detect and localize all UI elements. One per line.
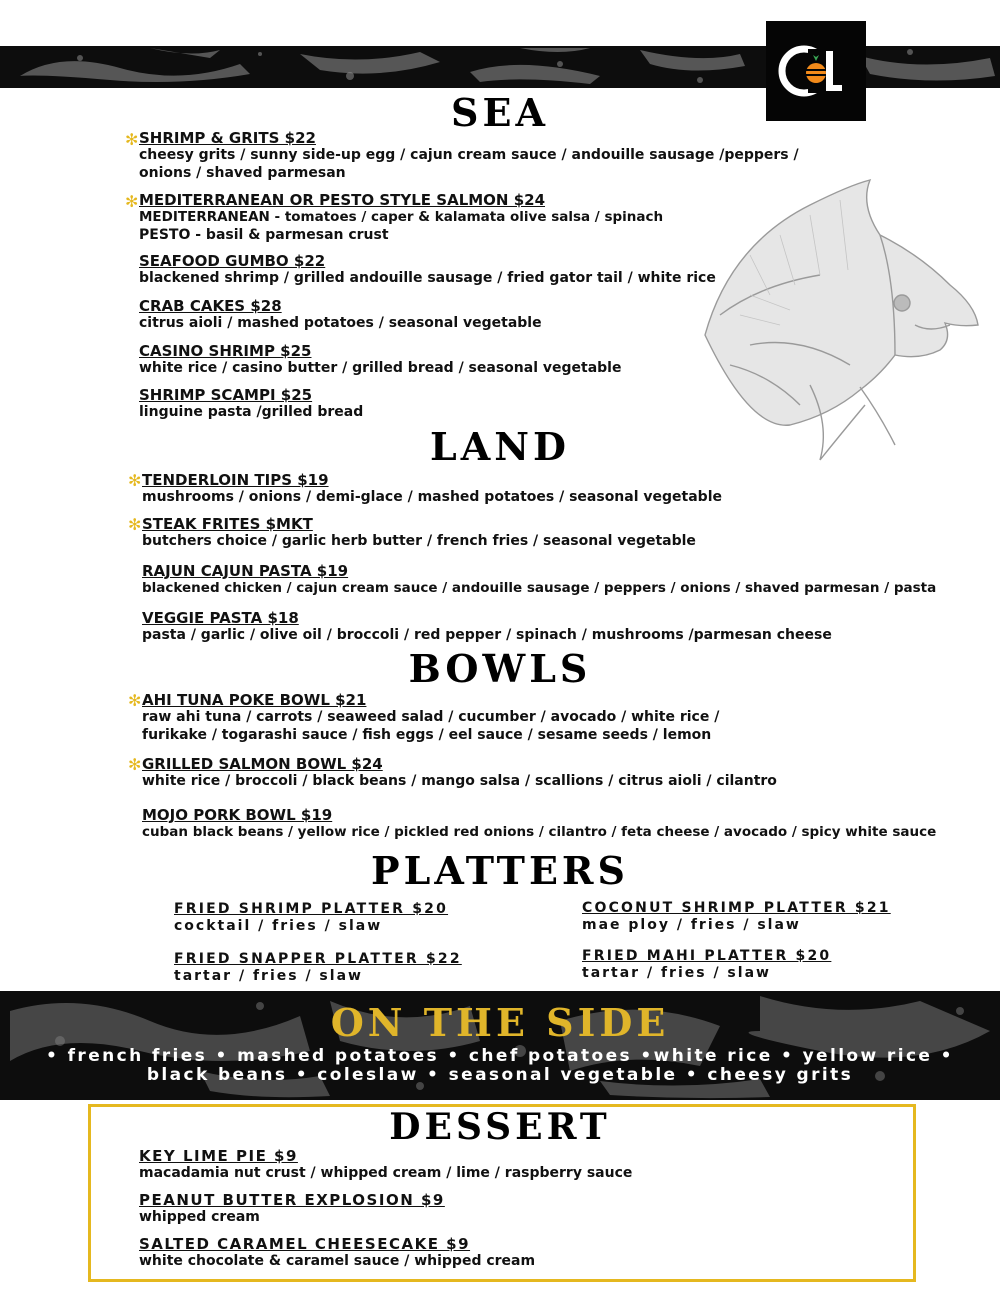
menu-item	[174, 900, 448, 936]
item-title: CASINO SHRIMP $25	[139, 342, 312, 360]
sides-list-line: • french fries • mashed potatoes • chef potatoes •white rice • yellow rice •	[46, 1046, 954, 1066]
item-title: AHI TUNA POKE BOWL $21	[142, 691, 367, 709]
menu-item	[139, 1147, 632, 1183]
item-title: KEY LIME PIE $9	[139, 1147, 298, 1165]
item-description: white rice / casino butter / grilled bread / seasonal vegetable	[139, 360, 622, 376]
menu-item	[174, 950, 462, 986]
item-title: SEAFOOD GUMBO $22	[139, 252, 326, 270]
sea-heading: SEA	[451, 90, 549, 135]
menu-item	[582, 899, 891, 935]
land-heading: LAND	[430, 424, 570, 469]
mahi-fish-illustration	[690, 175, 985, 465]
menu-item	[142, 562, 936, 598]
item-title: TENDERLOIN TIPS $19	[142, 471, 329, 489]
item-description: mae ploy / fries / slaw	[582, 917, 801, 933]
item-title: FRIED MAHI PLATTER $20	[582, 948, 832, 964]
item-description: white rice / broccoli / black beans / mango salsa / scallions / citrus aioli / cilantro	[142, 773, 777, 789]
item-description: onions / shaved parmesan	[139, 164, 346, 181]
bowls-heading: BOWLS	[408, 646, 592, 691]
item-description: linguine pasta /grilled bread	[139, 404, 364, 420]
item-description: blackened chicken / cajun cream sauce / andouille sausage / peppers / onions / shaved parmesan / pasta	[142, 580, 937, 596]
signature-star-icon: ✻	[125, 192, 139, 211]
menu-item	[142, 471, 722, 507]
item-title: SHRIMP SCAMPI $25	[139, 386, 313, 404]
signature-star-icon: ✻	[128, 755, 142, 774]
menu-item	[142, 806, 936, 842]
item-title: RAJUN CAJUN PASTA $19	[142, 562, 349, 580]
menu-item	[139, 342, 621, 378]
menu-item	[139, 386, 363, 422]
item-title: SALTED CARAMEL CHEESECAKE $9	[139, 1235, 471, 1253]
menu-item	[142, 755, 777, 791]
dessert-heading: DESSERT	[389, 1106, 611, 1148]
menu-item	[139, 252, 716, 288]
item-description: cocktail / fries / slaw	[174, 918, 383, 934]
item-description: MEDITERRANEAN - tomatoes / caper & kalamata olive salsa / spinach	[139, 209, 664, 225]
item-description: white chocolate & caramel sauce / whipped cream	[139, 1253, 536, 1269]
item-description: blackened shrimp / grilled andouille sausage / fried gator tail / white rice	[139, 270, 716, 286]
menu-item	[139, 1191, 445, 1227]
menu-item	[139, 129, 799, 182]
on-the-side-heading: ON THE SIDE	[330, 1000, 670, 1045]
item-description: macadamia nut crust / whipped cream / lime / raspberry sauce	[139, 1165, 633, 1181]
item-title: COCONUT SHRIMP PLATTER $21	[582, 900, 891, 916]
menu-item	[139, 1235, 535, 1271]
item-title: MOJO PORK BOWL $19	[142, 806, 333, 824]
item-description: whipped cream	[139, 1209, 260, 1225]
menu-item	[139, 191, 663, 244]
menu-item	[142, 691, 719, 744]
item-title: FRIED SNAPPER PLATTER $22	[174, 951, 462, 967]
item-description: raw ahi tuna / carrots / seaweed salad / cucumber / avocado / white rice /	[142, 709, 720, 725]
item-description: butchers choice / garlic herb butter / french fries / seasonal vegetable	[142, 533, 696, 549]
item-description: furikake / togarashi sauce / fish eggs / eel sauce / sesame seeds / lemon	[142, 726, 712, 743]
menu-item	[142, 609, 832, 645]
platters-heading: PLATTERS	[371, 848, 629, 893]
sides-list-line: black beans • coleslaw • seasonal vegetable • cheesy grits	[146, 1065, 854, 1085]
item-title: MEDITERRANEAN OR PESTO STYLE SALMON $24	[139, 191, 546, 209]
item-title: STEAK FRITES $MKT	[142, 515, 313, 533]
item-description: tartar / fries / slaw	[174, 968, 363, 984]
signature-star-icon: ✻	[128, 515, 142, 534]
signature-star-icon: ✻	[125, 130, 139, 149]
item-title: FRIED SHRIMP PLATTER $20	[174, 901, 449, 917]
item-description: mushrooms / onions / demi-glace / mashed potatoes / seasonal vegetable	[142, 489, 722, 505]
menu-item	[142, 515, 696, 551]
item-description: cuban black beans / yellow rice / pickled red onions / cilantro / feta cheese / avocado / spicy white sauce	[142, 824, 937, 840]
signature-star-icon: ✻	[128, 691, 142, 710]
item-description: citrus aioli / mashed potatoes / seasonal vegetable	[139, 315, 542, 331]
item-description: pasta / garlic / olive oil / broccoli / red pepper / spinach / mushrooms /parmesan cheese	[142, 627, 832, 643]
item-title: SHRIMP & GRITS $22	[139, 129, 316, 147]
item-title: VEGGIE PASTA $18	[142, 609, 299, 627]
menu-item	[139, 297, 542, 333]
signature-star-icon: ✻	[128, 471, 142, 490]
item-title: PEANUT BUTTER EXPLOSION $9	[139, 1191, 445, 1209]
item-description: tartar / fries / slaw	[582, 965, 771, 981]
item-description: PESTO - basil & parmesan crust	[139, 226, 389, 243]
item-description: cheesy grits / sunny side-up egg / cajun cream sauce / andouille sausage /peppers /	[139, 147, 799, 163]
item-title: GRILLED SALMON BOWL $24	[142, 755, 383, 773]
item-title: CRAB CAKES $28	[139, 297, 282, 315]
menu-item	[582, 947, 831, 983]
